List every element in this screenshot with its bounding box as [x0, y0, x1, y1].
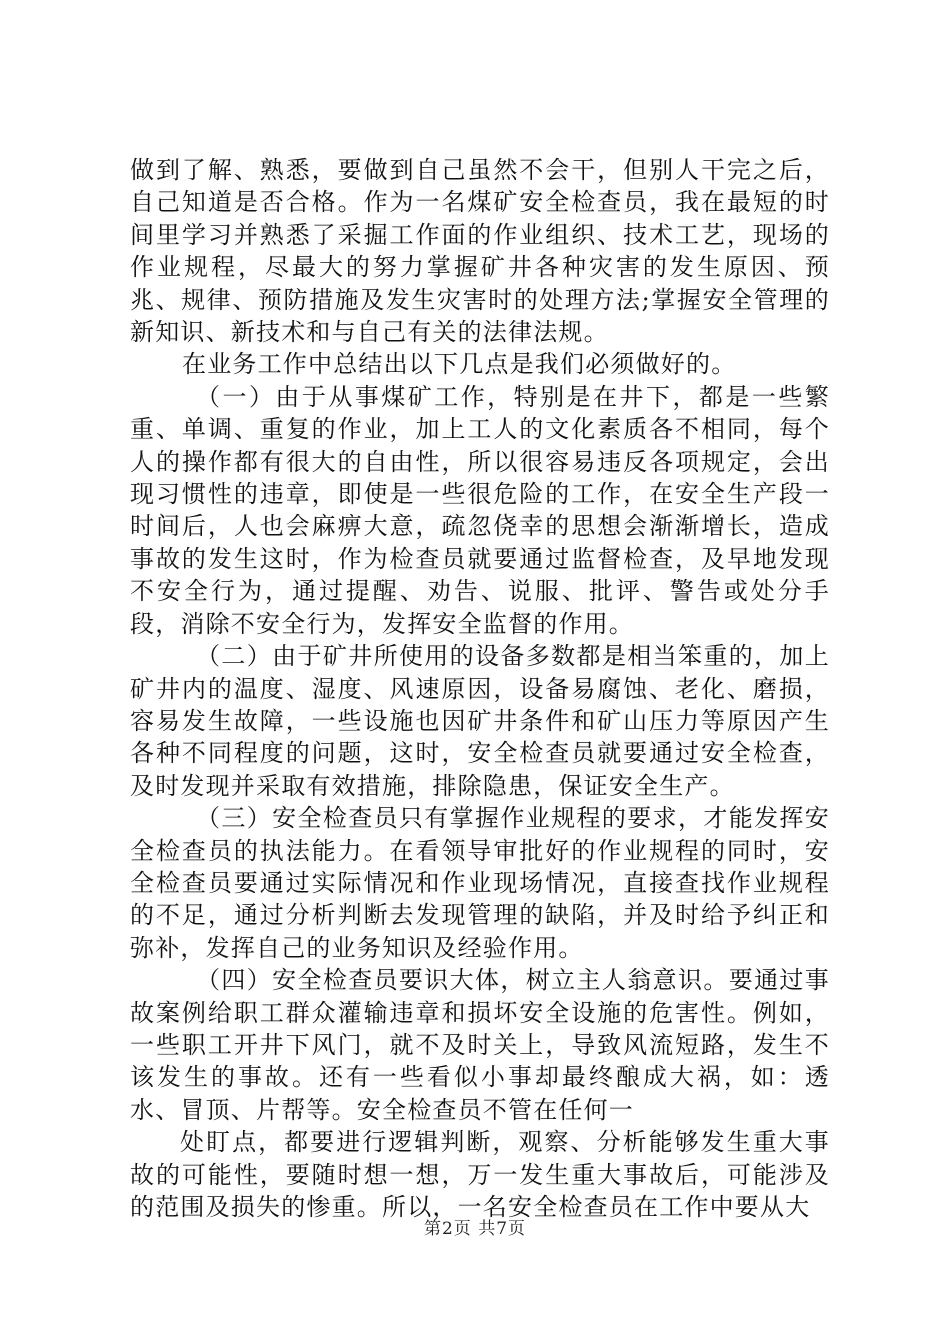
paragraph-item-4-continued: 处盯点，都要进行逻辑判断，观察、分析能够发生重大事故的可能性，要随时想一想，万一发生重大事故后，可能涉及的范围及损失的惨重。所以，一名安全检查员在工作中要从大 — [130, 1128, 830, 1221]
paragraph-item-2: （二）由于矿井所使用的设备多数都是相当笨重的，加上矿井内的温度、湿度、风速原因，设备易腐蚀、老化、磨损，容易发生故障，一些设施也因矿井条件和矿山压力等原因产生各种不同程度的问题，这时，安全检查员就要通过安全检查，及时发现并采取有效措施，排除隐患，保证安全生产。 — [130, 642, 830, 800]
paragraph-continued: 做到了解、熟悉，要做到自己虽然不会干，但别人干完之后，自己知道是否合格。作为一名煤矿安全检查员，我在最短的时间里学习并熟悉了采掘工作面的作业组织、技术工艺，现场的作业规程，尽最大的努力掌握矿井各种灾害的发生原因、预兆、规律、预防措施及发生灾害时的处理方法;掌握安全管理的新知识、新技术和与自己有关的法律法规。 — [130, 156, 830, 347]
body-text — [130, 154, 830, 1223]
page-number-footer: 第2页 共7页 — [423, 1219, 527, 1239]
paragraph-item-3: （三）安全检查员只有掌握作业规程的要求，才能发挥安全检查员的执法能力。在看领导审批好的作业规程的同时，安全检查员要通过实际情况和作业现场情况，直接查找作业规程的不足，通过分析判断去发现管理的缺陷，并及时给予纠正和弥补，发挥自己的业务知识及经验作用。 — [130, 804, 830, 962]
paragraph-item-4: （四）安全检查员要识大体，树立主人翁意识。要通过事故案例给职工群众灌输违章和损坏安全设施的危害性。例如，一些职工开井下风门，就不及时关上，导致风流短路，发生不该发生的事故。还有一些看似小事却最终酿成大祸，如：透水、冒顶、片帮等。安全检查员不管在任何一 — [130, 966, 830, 1124]
paragraph-item-1: （一）由于从事煤矿工作，特别是在井下，都是一些繁重、单调、重复的作业，加上工人的文化素质各不相同，每个人的操作都有很大的自由性，所以很容易违反各项规定，会出现习惯性的违章，即使是一些很危险的工作，在安全生产段一时间后，人也会麻痹大意，疏忽侥幸的思想会渐渐增长，造成事故的发生这时，作为检查员就要通过监督检查，及早地发现不安全行为，通过提醒、劝告、说服、批评、警告或处分手段，消除不安全行为，发挥安全监督的作用。 — [130, 382, 830, 638]
paragraph-summary: 在业务工作中总结出以下几点是我们必须做好的。 — [182, 350, 737, 379]
